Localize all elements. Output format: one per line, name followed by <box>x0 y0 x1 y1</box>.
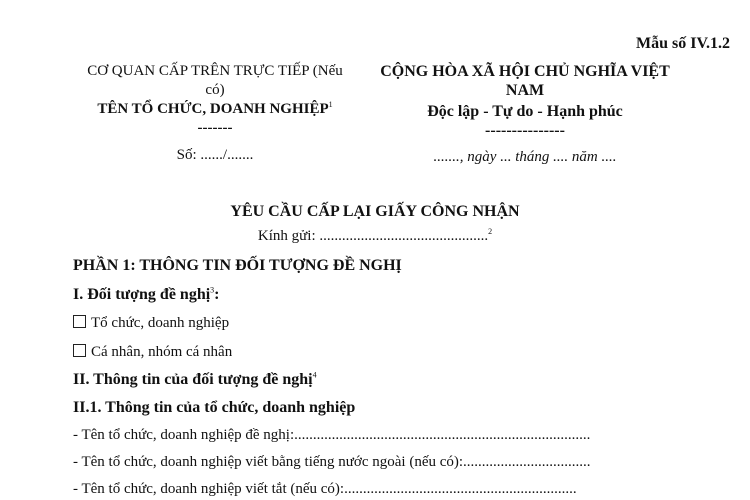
date-line: ......., ngày ... tháng .... năm .... <box>433 149 617 165</box>
field-org-name: - Tên tổ chức, doanh nghiệp đề nghị:............................................................................... <box>73 427 591 443</box>
section2-heading: II. Thông tin của đối tượng đề nghị$^4$ <box>73 370 317 388</box>
field-org-abbreviation: - Tên tổ chức, doanh nghiệp viết tắt (nếu có):.............................................................. <box>73 481 577 497</box>
option-organization[interactable]: Tổ chức, doanh nghiệp <box>73 315 229 332</box>
subsection-heading: II.1. Thông tin của tổ chức, doanh nghiệp <box>73 399 356 416</box>
checkbox[interactable] <box>73 344 86 357</box>
section1-heading: I. Đối tượng đề nghị$^3$: <box>73 285 220 303</box>
national-motto: Độc lập - Tự do - Hạnh phúc <box>427 103 623 120</box>
field-org-foreign-name: - Tên tổ chức, doanh nghiệp viết bằng tiếng nước ngoài (nếu có):.................................. <box>73 454 591 470</box>
left-header <box>65 62 365 165</box>
document-title: YÊU CẦU CẤP LẠI GIẤY CÔNG NHẬN <box>230 203 520 220</box>
country-name-line-2: NAM <box>505 82 545 99</box>
agency-line-1: CƠ QUAN CẤP TRÊN TRỰC TIẾP (Nếu <box>87 63 343 79</box>
part1-heading: PHẦN 1: THÔNG TIN ĐỐI TƯỢNG ĐỀ NGHỊ <box>73 257 402 274</box>
right-divider: --------------- <box>485 122 565 139</box>
left-divider: ------- <box>197 120 233 136</box>
form-number: Mẫu số IV.1.2 <box>636 35 730 52</box>
checkbox[interactable] <box>73 315 86 328</box>
document-number-line: Số: ....../....... <box>176 147 254 163</box>
country-name-line-1: CỘNG HÒA XÃ HỘI CHỦ NGHĨA VIỆT <box>380 63 670 80</box>
option-individual[interactable]: Cá nhân, nhóm cá nhân <box>73 344 232 361</box>
organization-name: TÊN TỔ CHỨC, DOANH NGHIỆP$^1$ <box>97 100 333 117</box>
agency-line-2: có) <box>205 82 225 98</box>
recipient-line: Kính gửi: .............................................$^2$ <box>257 227 493 244</box>
right-header <box>360 62 690 167</box>
